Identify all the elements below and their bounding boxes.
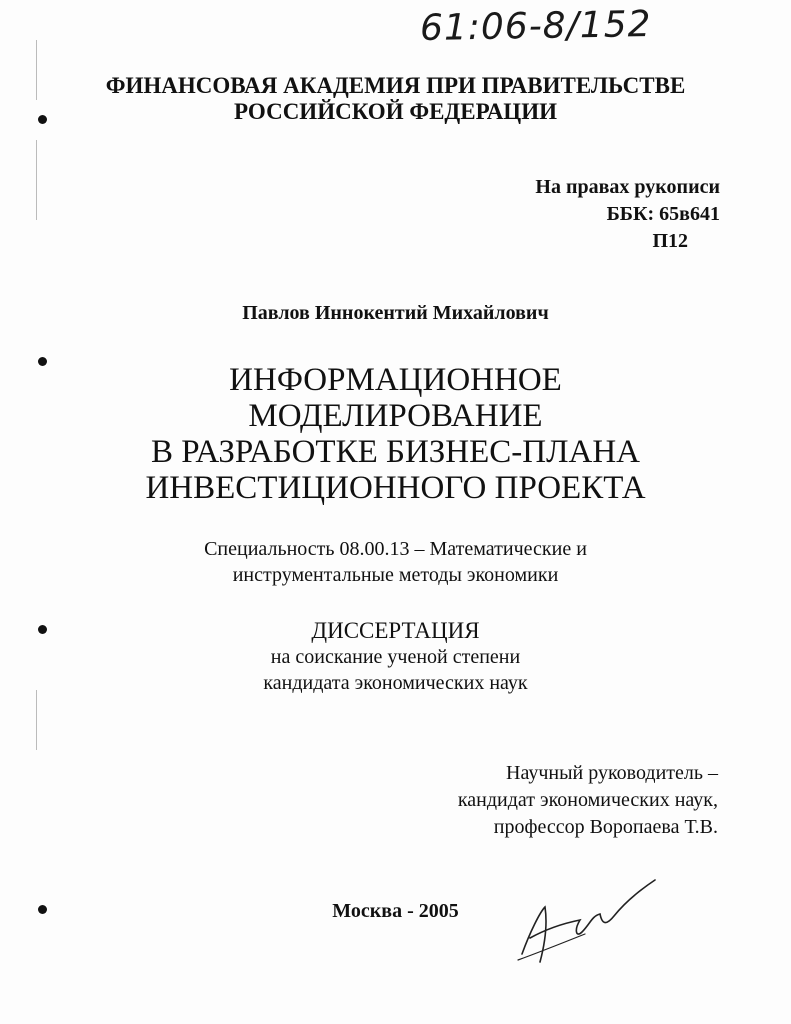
scan-edge-line (36, 140, 37, 220)
adviser-line-2: кандидат экономических наук, (457, 789, 718, 811)
bbk-code: ББК: 65в641 (606, 203, 720, 225)
dissertation-title (0, 362, 791, 506)
adviser-line-1: Научный руководитель – (506, 762, 718, 784)
organization-line-2: РОССИЙСКОЙ ФЕДЕРАЦИИ (234, 99, 557, 124)
specialty-line-2: инструментальные методы экономики (232, 564, 559, 586)
archive-code-handwritten: 61:06-8/152 (419, 3, 652, 50)
specialty-block (0, 536, 791, 588)
author-sign-code: П12 (652, 230, 688, 252)
title-line-1: ИНФОРМАЦИОННОЕ (229, 362, 562, 398)
title-line-4: ИНВЕСТИЦИОННОГО ПРОЕКТА (145, 470, 646, 506)
adviser-line-3: профессор Воропаева Т.В. (493, 816, 718, 838)
dissertation-heading: ДИССЕРТАЦИЯ (311, 618, 480, 643)
dissertation-block (0, 618, 791, 696)
signature-icon (510, 872, 660, 972)
city-year: Москва - 2005 (332, 900, 459, 922)
adviser-block (400, 760, 718, 841)
degree-line-2: кандидата экономических наук (263, 672, 528, 694)
manuscript-rights: На правах рукописи (535, 176, 720, 198)
title-line-2: МОДЕЛИРОВАНИЕ (248, 398, 543, 434)
rights-block (480, 174, 720, 255)
organization-line-1: ФИНАНСОВАЯ АКАДЕМИЯ ПРИ ПРАВИТЕЛЬСТВЕ (105, 73, 686, 98)
author-name: Павлов Иннокентий Михайлович (242, 302, 549, 324)
scan-edge-line (36, 690, 37, 750)
specialty-line-1: Специальность 08.00.13 – Математические и (204, 538, 587, 560)
title-line-3: В РАЗРАБОТКЕ БИЗНЕС-ПЛАНА (150, 434, 641, 470)
degree-line-1: на соискание ученой степени (270, 646, 521, 668)
